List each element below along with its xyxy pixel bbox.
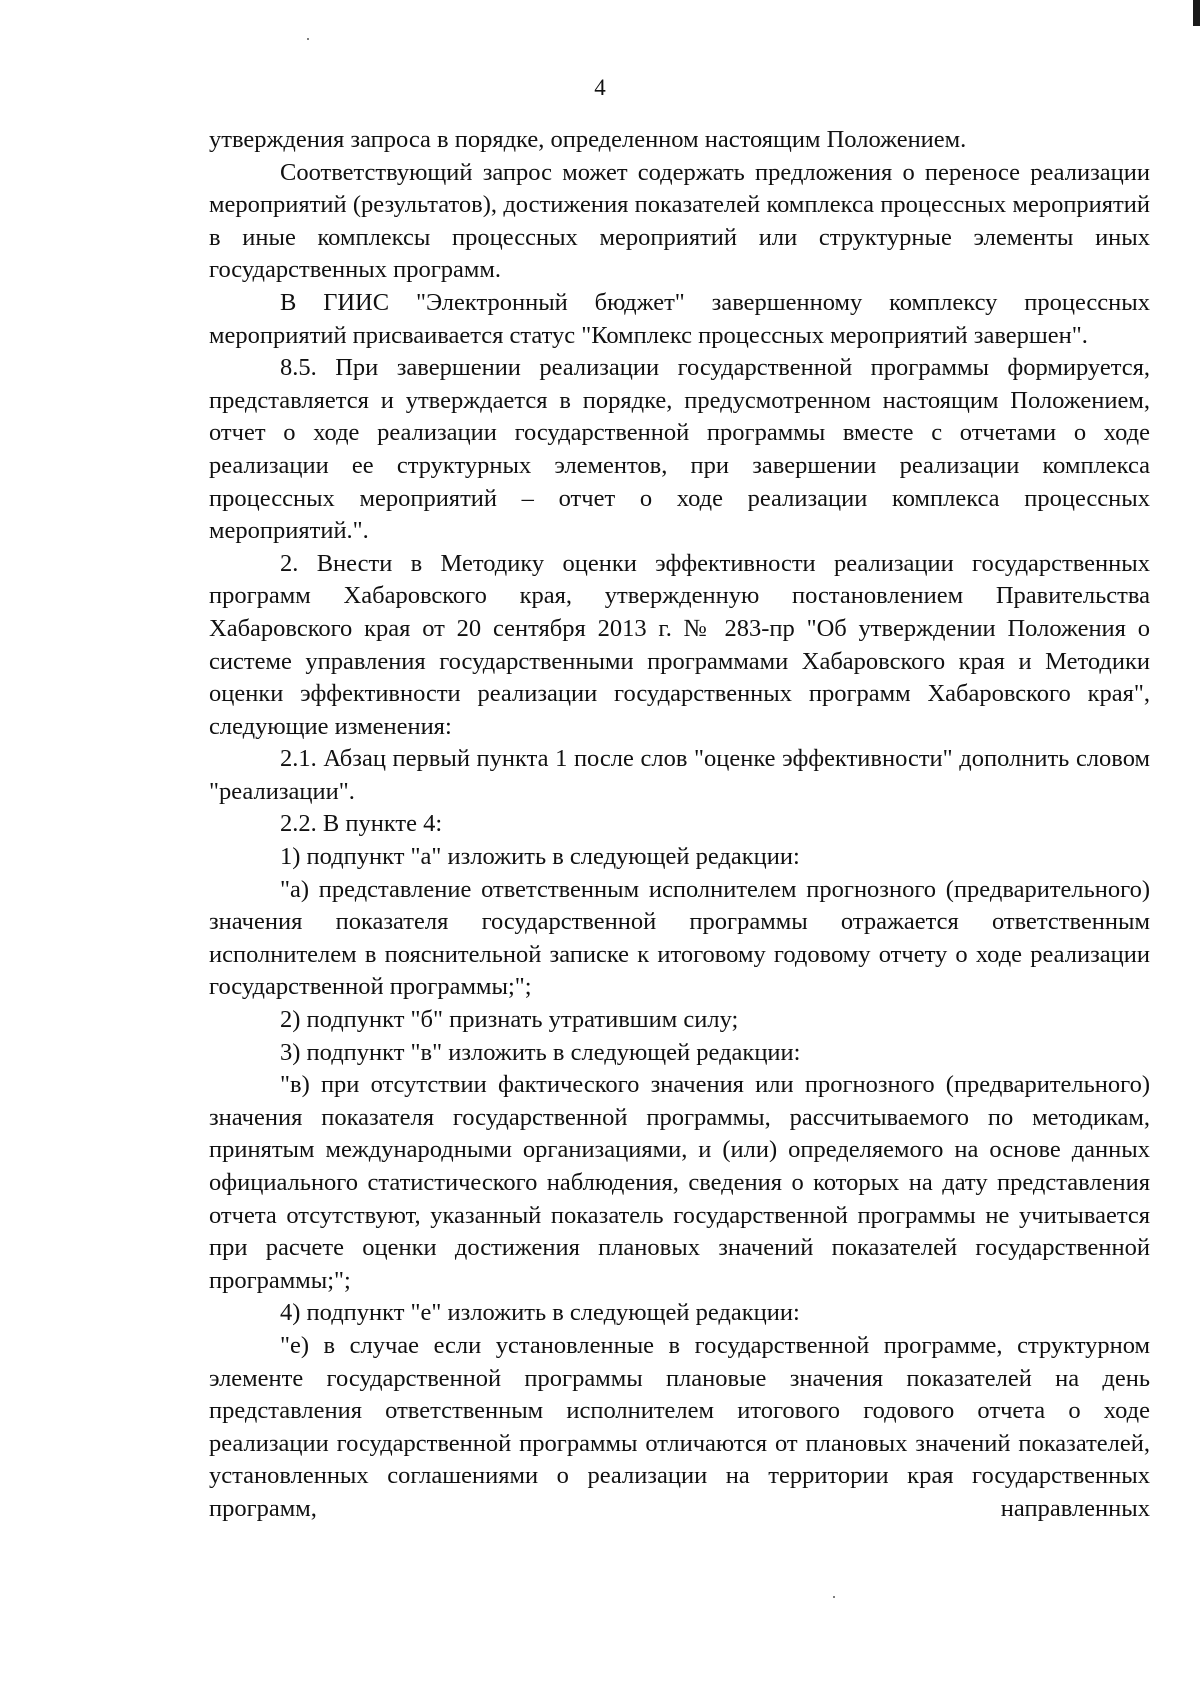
scan-speck	[833, 1596, 835, 1598]
paragraph-continues-next-page: "е) в случае если установленные в государственной программе, структурном элементе государственной программы плановые значения показателей на день представления ответственным исполнителем итогового годового отчета о ходе реализации государственной программы отличаются от плановых значений показателей, установленных соглашениями о реализации на территории края государственных программ, направленных	[209, 1331, 1150, 1522]
paragraph: 1) подпункт "а" изложить в следующей редакции:	[280, 843, 800, 871]
scan-edge-mark	[1193, 0, 1200, 26]
paragraph: 3) подпункт "в" изложить в следующей редакции:	[280, 1038, 801, 1066]
paragraph: "в) при отсутствии фактического значения или прогнозного (предварительного) значения показателя государственной программы, рассчитываемого по методикам, принятым международными организациями, и (или) определяемого на основе данных официального статистического наблюдения, сведения о которых на дату представления отчета отсутствуют, указанный показатель государственной программы не учитывается при расчете оценки достижения плановых значений показателей государственной программы;";	[209, 1071, 1150, 1294]
paragraph: 2. Внести в Методику оценки эффективности реализации государственных программ Хабаровского края, утвержденную постановлением Правительства Хабаровского края от 20 сентября 2013 г. № 283-пр "Об утверждении Положения о системе управления государственными программами Хабаровского края и Методики оценки эффективности реализации государственных программ Хабаровского края", следующие изменения:	[209, 549, 1150, 740]
paragraph: 8.5. При завершении реализации государственной программы формируется, представляется и утверждается в порядке, предусмотренном настоящим Положением, отчет о ходе реализации государственной программы вместе с отчетами о ходе реализации ее структурных элементов, при завершении реализации комплекса процессных мероприятий – отчет о ходе реализации комплекса процессных мероприятий.".	[209, 354, 1150, 545]
paragraph: Соответствующий запрос может содержать предложения о переносе реализации мероприятий (результатов), достижения показателей комплекса процессных мероприятий в иные комплексы процессных мероприятий или структурные элементы иных государственных программ.	[209, 158, 1150, 284]
paragraph: 2) подпункт "б" признать утратившим силу;	[280, 1006, 739, 1034]
document-body	[209, 124, 1150, 1526]
paragraph: 2.2. В пункте 4:	[280, 810, 443, 838]
paragraph: 4) подпункт "е" изложить в следующей редакции:	[280, 1299, 800, 1327]
paragraph: 2.1. Абзац первый пункта 1 после слов "оценке эффективности" дополнить словом "реализации".	[209, 745, 1150, 805]
paragraph: В ГИИС "Электронный бюджет" завершенному комплексу процессных мероприятий присваивается статус "Комплекс процессных мероприятий завершен".	[209, 288, 1150, 349]
page-number: 4	[594, 75, 606, 100]
scan-speck	[307, 38, 309, 40]
paragraph: "а) представление ответственным исполнителем прогнозного (предварительного) значения показателя государственной программы отражается ответственным исполнителем в пояснительной записке к итоговому годовому отчету о ходе реализации государственной программы;";	[209, 875, 1150, 1001]
paragraph-continuation: утверждения запроса в порядке, определенном настоящим Положением.	[209, 126, 967, 153]
